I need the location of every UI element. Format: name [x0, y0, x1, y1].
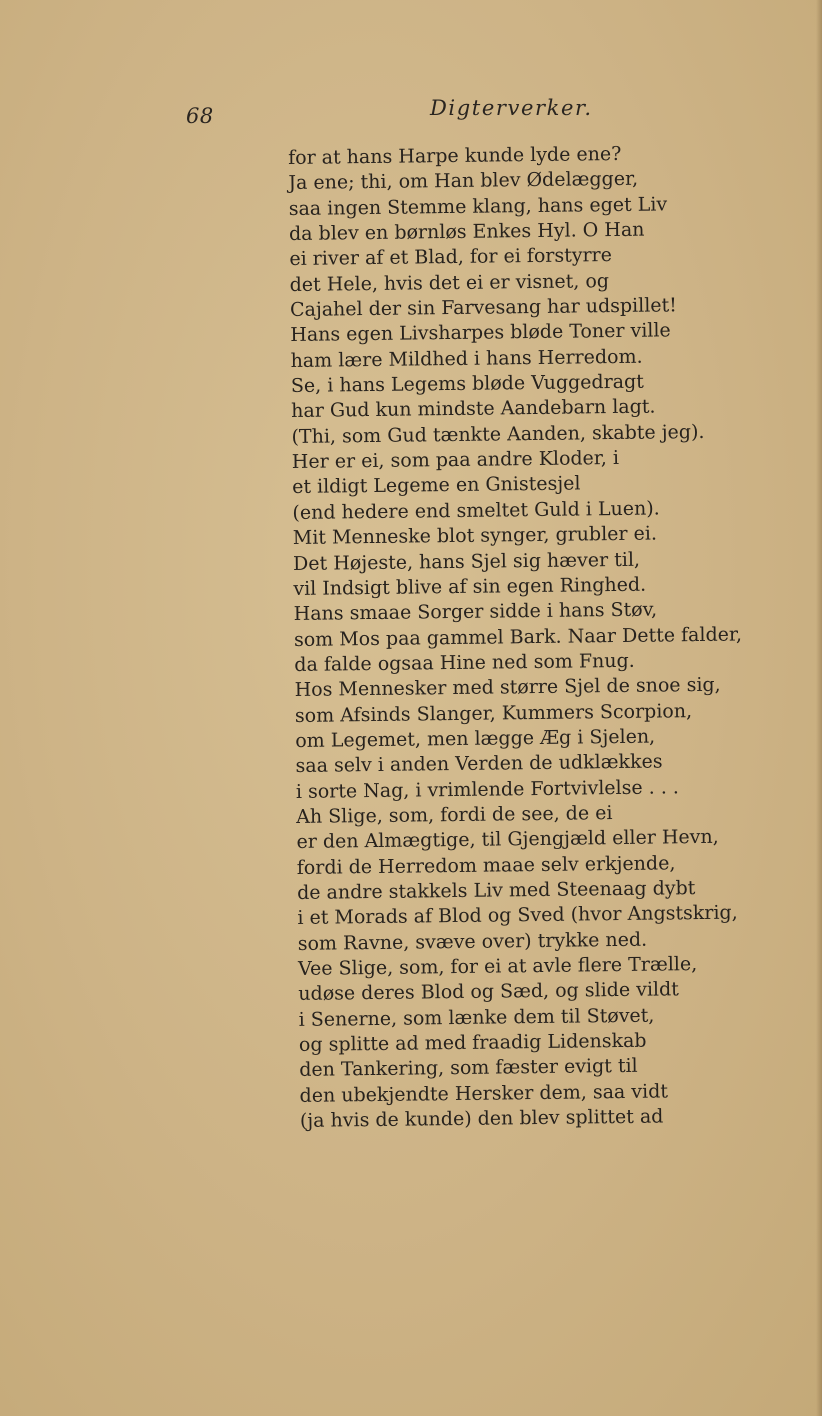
poem-line: det Hele, hvis det ei er visnet, og [289, 269, 610, 296]
poem-line: (Thi, som Gud tænkte Aanden, skabte jeg). [291, 420, 705, 448]
poem-line: er den Almægtige, til Gjengjæld eller Hevn, [296, 826, 719, 854]
poem-line: som Mos paa gammel Bark. Naar Dette falder, [293, 623, 743, 651]
poem-line: for at hans Harpe kunde lyde ene? [288, 142, 622, 169]
poem-line: om Legemet, men lægge Æg i Sjelen, [295, 725, 656, 752]
poem-line: Her er ei, som paa andre Kloder, i [291, 447, 620, 474]
page-number: 68 [186, 104, 214, 128]
poem-line: Vee Slige, som, for ei at avle flere Trælle, [297, 953, 698, 980]
poem-line: de andre stakkels Liv med Steenaag dybt [296, 877, 696, 904]
poem-line: har Gud kun mindste Aandebarn lagt. [291, 395, 656, 423]
poem-line: ham lære Mildhed i hans Herredom. [290, 345, 643, 372]
poem-line: Ah Slige, som, fordi de see, de ei [296, 802, 613, 828]
poem-line: ei river af et Blad, for ei forstyrre [289, 244, 613, 271]
poem-line: et ildigt Legeme en Gnistesjel [292, 472, 581, 499]
page-header [186, 96, 746, 136]
poem-line: Ja ene; thi, om Han blev Ødelægger, [288, 168, 639, 195]
poem-line: Hans egen Livsharpes bløde Toner ville [290, 319, 671, 347]
poem-line: Hos Mennesker med større Sjel de snoe sig, [294, 673, 721, 702]
poem-line: Hans smaae Sorger sidde i hans Støv, [293, 598, 658, 626]
poem-line: Det Højeste, hans Sjel sig hæver til, [292, 548, 641, 575]
poem-line: Se, i hans Legems bløde Vuggedragt [290, 370, 644, 398]
poem-line: saa selv i anden Verden de udklækkes [295, 750, 663, 778]
page-edge-shadow [816, 0, 822, 1416]
poem-line: i sorte Nag, i vrimlende Fortvivlelse . . . [295, 775, 680, 803]
poem-line: (ja hvis de kunde) den blev splittet ad [299, 1105, 664, 1132]
poem-line: Cajahel der sin Farvesang har udspillet! [289, 294, 677, 322]
poem-line: i et Morads af Blod og Sved (hvor Angstskrig, [297, 901, 738, 930]
poem-line: og splitte ad med fraadig Lidenskab [298, 1029, 647, 1056]
poem-line: Mit Menneske blot synger, grubler ei. [292, 522, 658, 550]
poem-line: den ubekjendte Hersker dem, saa vidt [299, 1080, 669, 1107]
poem-text [288, 140, 790, 1134]
poem-line: vil Indsigt blive af sin egen Ringhed. [293, 573, 647, 600]
poem-line: saa ingen Stemme klang, hans eget Liv [288, 193, 668, 220]
poem-line: da blev en børnløs Enkes Hyl. O Han [288, 218, 645, 246]
poem-line: i Senerne, som lænke dem til Støvet, [298, 1004, 655, 1031]
poem-line: fordi de Herredom maae selv erkjende, [296, 851, 676, 879]
poem-line: da falde ogsaa Hine ned som Fnug. [294, 649, 635, 676]
poem-line: den Tankering, som fæster evigt til [299, 1055, 638, 1082]
poem-line: (end hedere end smeltet Guld i Luen). [292, 497, 660, 524]
poem-line: udøse deres Blod og Sæd, og slide vildt [298, 978, 679, 1006]
poem-line: som Afsinds Slanger, Kummers Scorpion, [294, 699, 693, 727]
running-head: Digterverker. [430, 96, 593, 120]
poem-line: som Ravne, svæve over) trykke ned. [297, 928, 648, 955]
